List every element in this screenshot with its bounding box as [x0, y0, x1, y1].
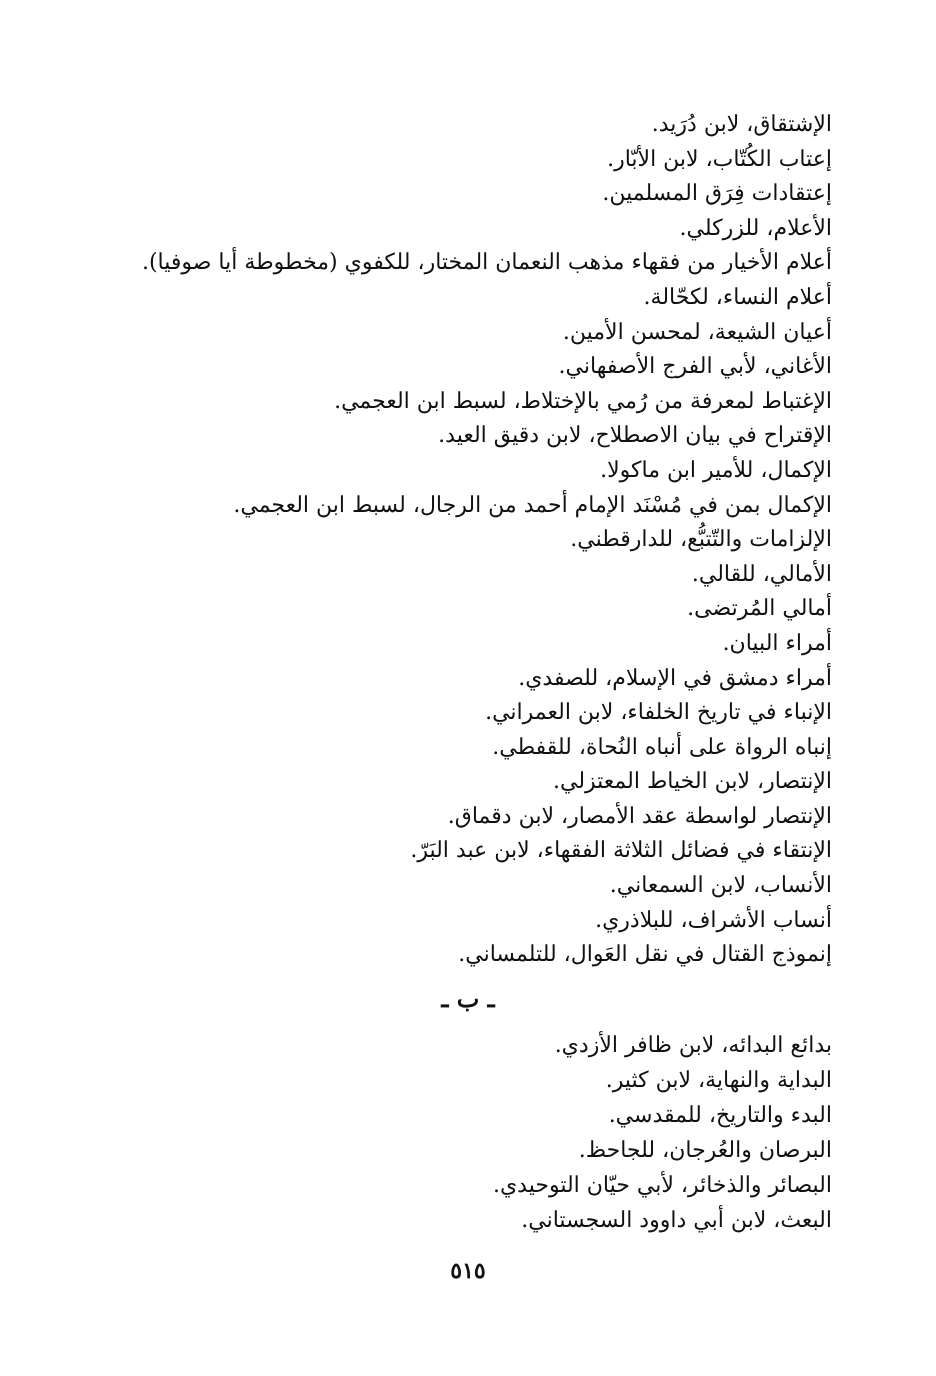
bibliography-entry: البدء والتاريخ، للمقدسي.	[608, 1103, 832, 1128]
bibliography-entry: البصائر والذخائر، لأبي حيّان التوحيدي.	[492, 1173, 832, 1198]
bibliography-entry: أمالي المُرتضى.	[687, 596, 832, 622]
bibliography-entry: الإقتراح في بيان الاصطلاح، لابن دقيق العيد.	[438, 423, 832, 449]
bibliography-entry: الإنتقاء في فضائل الثلاثة الفقهاء، لابن عبد البَرّ.	[410, 838, 832, 864]
bibliography-entry: أمراء البيان.	[722, 630, 832, 656]
bibliography-entry: الإشتقاق، لابن دُرَيد.	[651, 112, 832, 137]
bibliography-entry: البعث، لابن أبي داوود السجستاني.	[521, 1208, 832, 1233]
bibliography-entry: الإكمال بمن في مُسْنَد الإمام أحمد من الرجال، لسبط ابن العجمي.	[233, 492, 832, 518]
bibliography-entry: الأعلام، للزركلي.	[679, 215, 832, 241]
bibliography-entry: الإغتباط لمعرفة من رُمي بالإختلاط، لسبط ابن العجمي.	[334, 388, 832, 414]
bibliography-entry: أعلام الأخيار من فقهاء مذهب النعمان المختار، للكفوي (مخطوطة أيا صوفيا).	[141, 250, 832, 276]
bibliography-entry: إعتاب الكُتّاب، لابن الأبّار.	[607, 146, 832, 172]
bibliography-entry: أعلام النساء، لكحّالة.	[643, 284, 832, 310]
bibliography-entry: الأنساب، لابن السمعاني.	[609, 873, 832, 899]
bibliography-entry: أمراء دمشق في الإسلام، للصفدي.	[518, 665, 832, 691]
bibliography-entry: الإنتصار، لابن الخياط المعتزلي.	[553, 769, 832, 795]
section-heading-ba: ـ ب ـ	[441, 984, 495, 1013]
bibliography-entry: البرصان والعُرجان، للجاحظ.	[578, 1138, 832, 1163]
bibliography-entry: إعتقادات فِرَق المسلمين.	[602, 181, 832, 207]
bibliography-entry: بدائع البدائه، لابن ظافر الأزدي.	[554, 1033, 832, 1058]
bibliography-entry: إنباه الرواة على أنباه النُحاة، للقفطي.	[492, 734, 832, 760]
bibliography-entry: الأغاني، لأبي الفرج الأصفهاني.	[558, 354, 832, 380]
bibliography-entry: إنموذج القتال في نقل العَوال، للتلمساني.	[458, 942, 832, 968]
bibliography-entry: أنساب الأشراف، للبلاذري.	[595, 907, 832, 933]
bibliography-entry: البداية والنهاية، لابن كثير.	[605, 1068, 832, 1093]
bibliography-entry: الإلزامات والتّتبُّع، للدارقطني.	[570, 527, 832, 553]
bibliography-entry: الأمالي، للقالي.	[691, 561, 832, 587]
bibliography-entry: أعيان الشيعة، لمحسن الأمين.	[562, 319, 832, 345]
bibliography-entry: الإنباء في تاريخ الخلفاء، لابن العمراني.	[485, 700, 832, 726]
bibliography-entry: الإنتصار لواسطة عقد الأمصار، لابن دقماق.	[447, 803, 832, 829]
bibliography-entry: الإكمال، للأمير ابن ماكولا.	[600, 457, 832, 483]
bibliography-list-alif	[141, 108, 832, 973]
page-number: ٥١٥	[450, 1258, 486, 1284]
bibliography-list-ba	[192, 1028, 832, 1238]
